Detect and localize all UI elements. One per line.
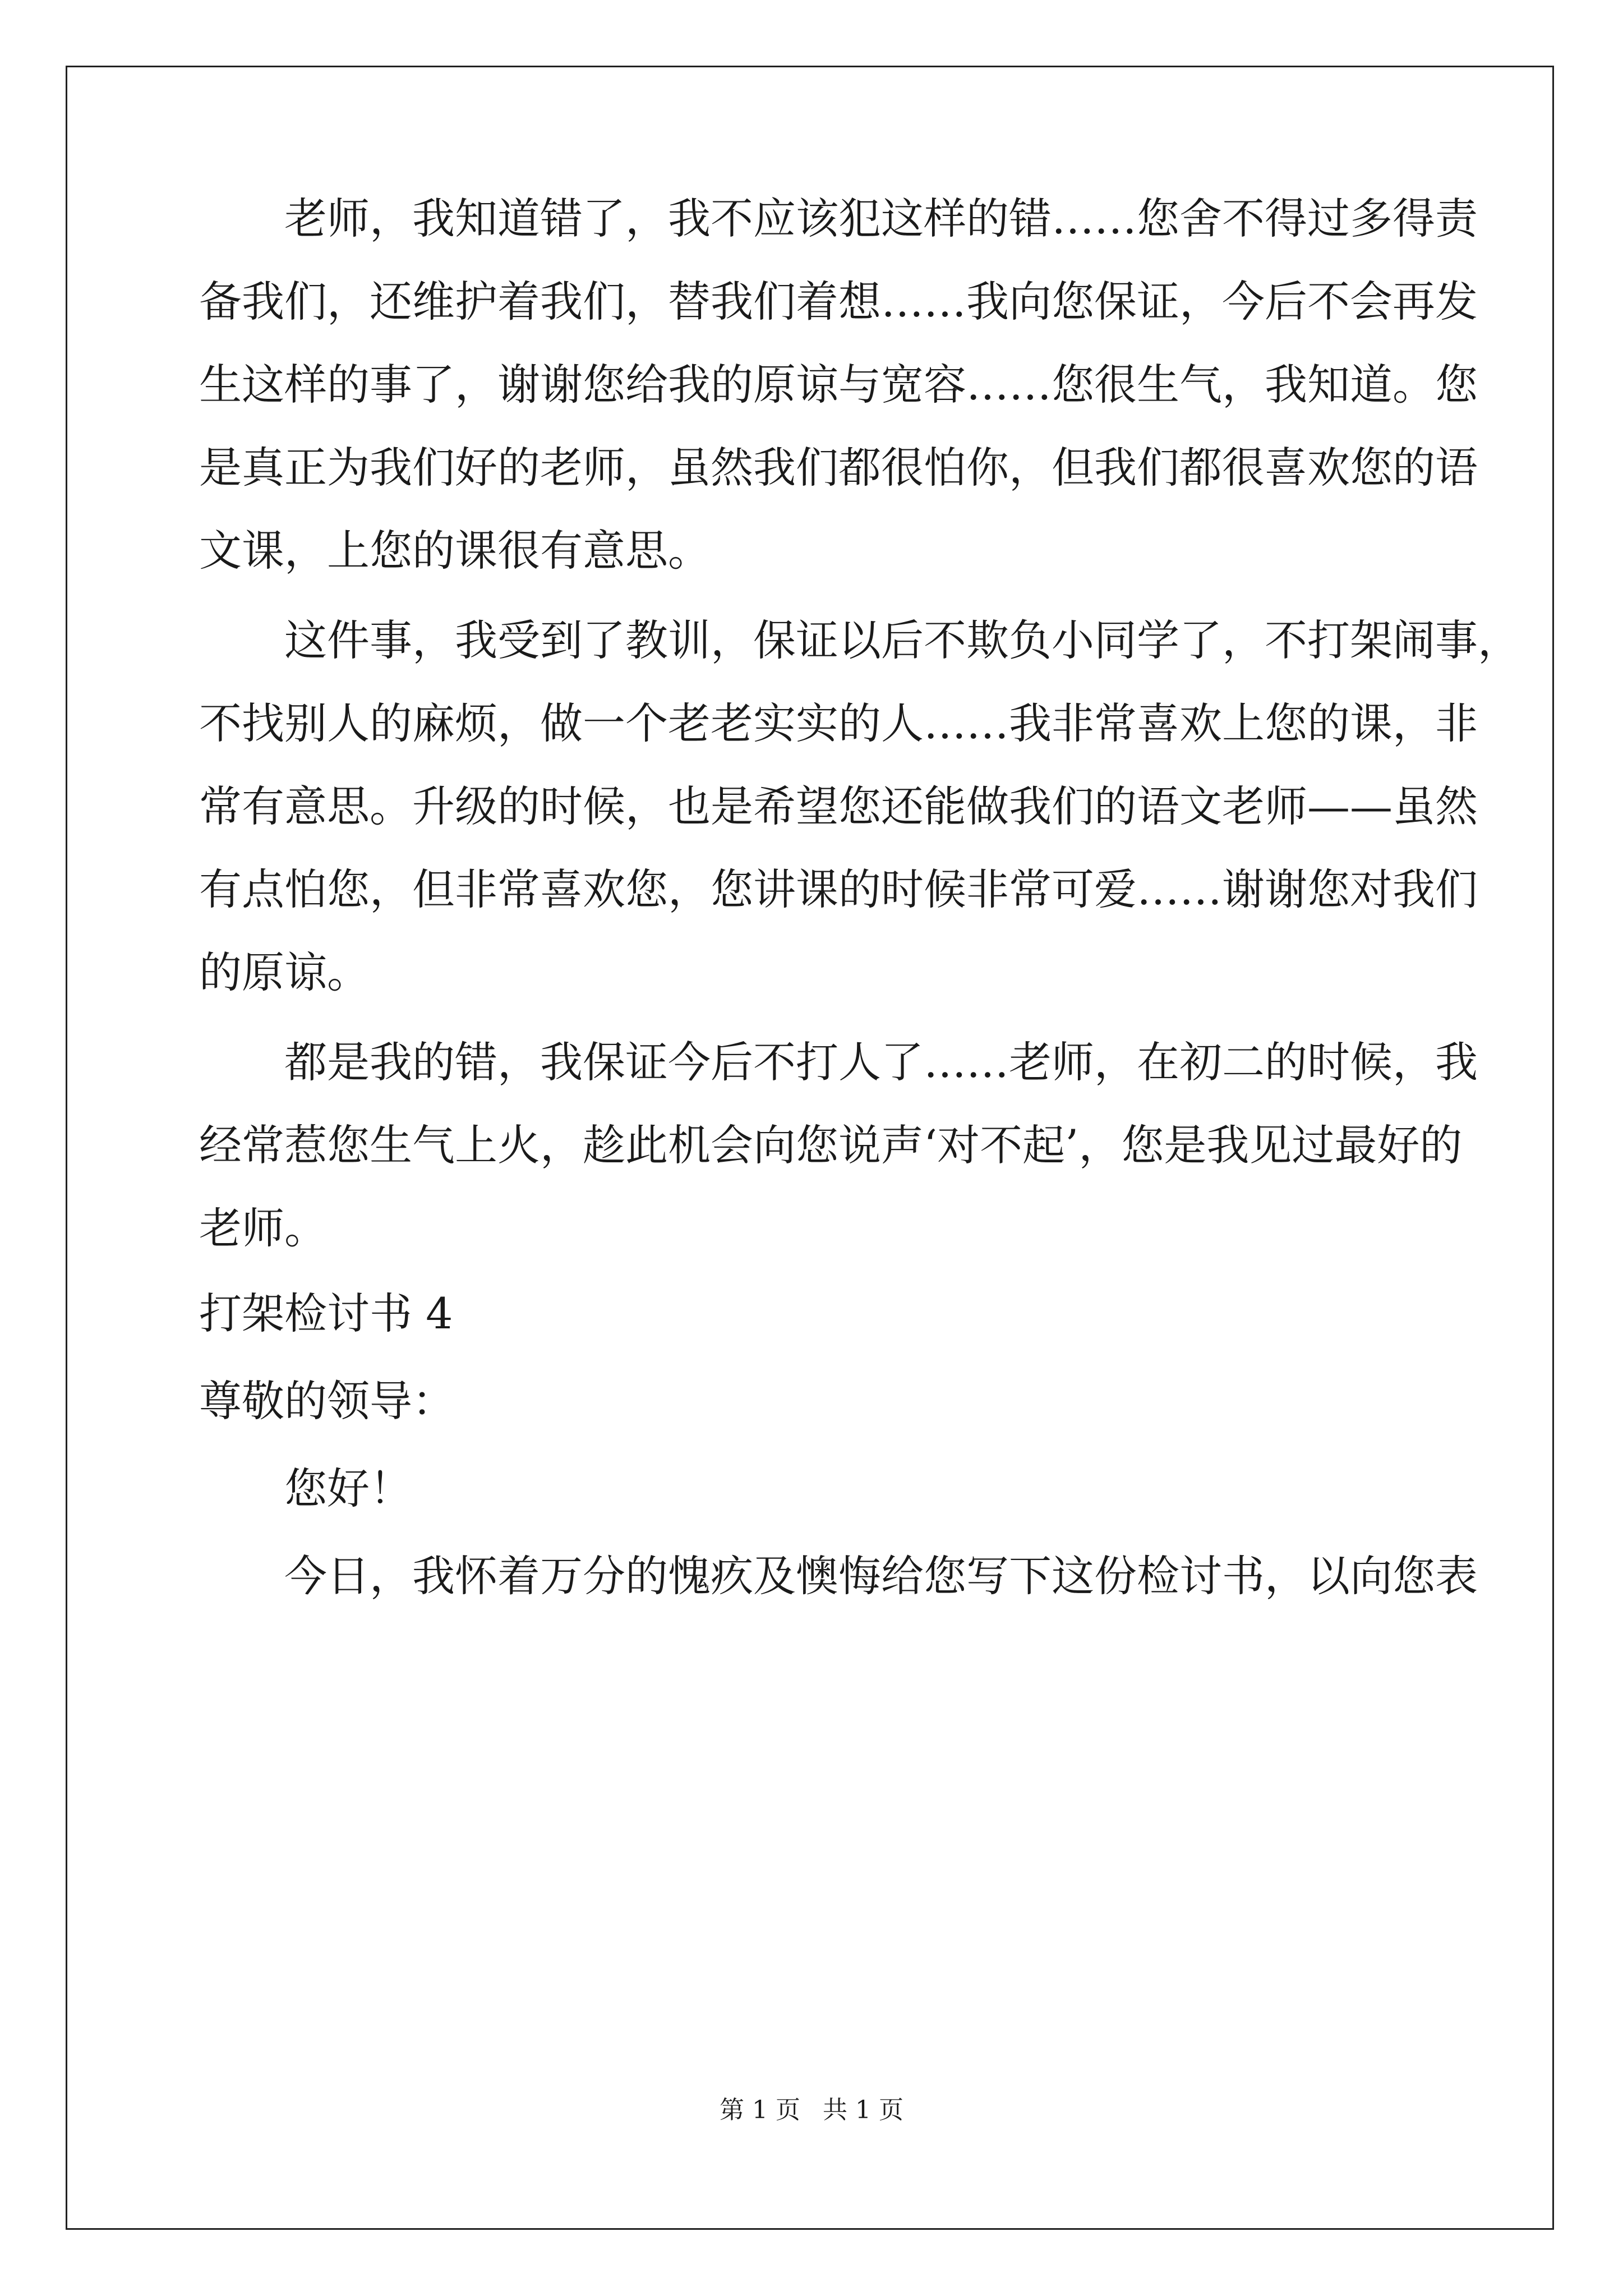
text-line: 文课，上您的课很有意思。 [199, 526, 711, 576]
text-line: 备我们，还维护着我们，替我们着想……我向您保证，今后不会再发 [199, 277, 1478, 326]
text-line: 老师，我知道错了，我不应该犯这样的错……您舍不得过多得责 [284, 194, 1478, 243]
text-line: 生这样的事了，谢谢您给我的原谅与宽容……您很生气，我知道。您 [199, 360, 1478, 409]
text-line: 今日，我怀着万分的愧疚及懊悔给您写下这份检讨书，以向您表 [284, 1551, 1478, 1601]
text-line: 常有意思。升级的时候，也是希望您还能做我们的语文老师——虽然 [199, 781, 1478, 831]
text-line: 老师。 [199, 1203, 327, 1253]
page-total: 共 1 页 [823, 2096, 903, 2124]
text-line: 都是我的错，我保证今后不打人了……老师，在初二的时候，我 [284, 1037, 1478, 1087]
text-line: 的原谅。 [199, 947, 370, 997]
salutation: 尊敬的领导： [199, 1376, 455, 1426]
text-line: 这件事，我受到了教训，保证以后不欺负小同学了，不打架闹事， [284, 615, 1520, 665]
greeting: 您好！ [284, 1464, 412, 1513]
text-line: 不找别人的麻烦，做一个老老实实的人……我非常喜欢上您的课，非 [199, 698, 1478, 748]
section-title: 打架检讨书 4 [199, 1289, 453, 1338]
text-line: 是真正为我们好的老师，虽然我们都很怕你，但我们都很喜欢您的语 [199, 443, 1478, 493]
page-footer [0, 2093, 1623, 2127]
text-line: 有点怕您，但非常喜欢您，您讲课的时候非常可爱……谢谢您对我们 [199, 864, 1478, 914]
text-line: 经常惹您生气上火，趁此机会向您说声‘对不起’，您是我见过最好的 [199, 1120, 1463, 1170]
page-number: 第 1 页 [720, 2096, 800, 2124]
